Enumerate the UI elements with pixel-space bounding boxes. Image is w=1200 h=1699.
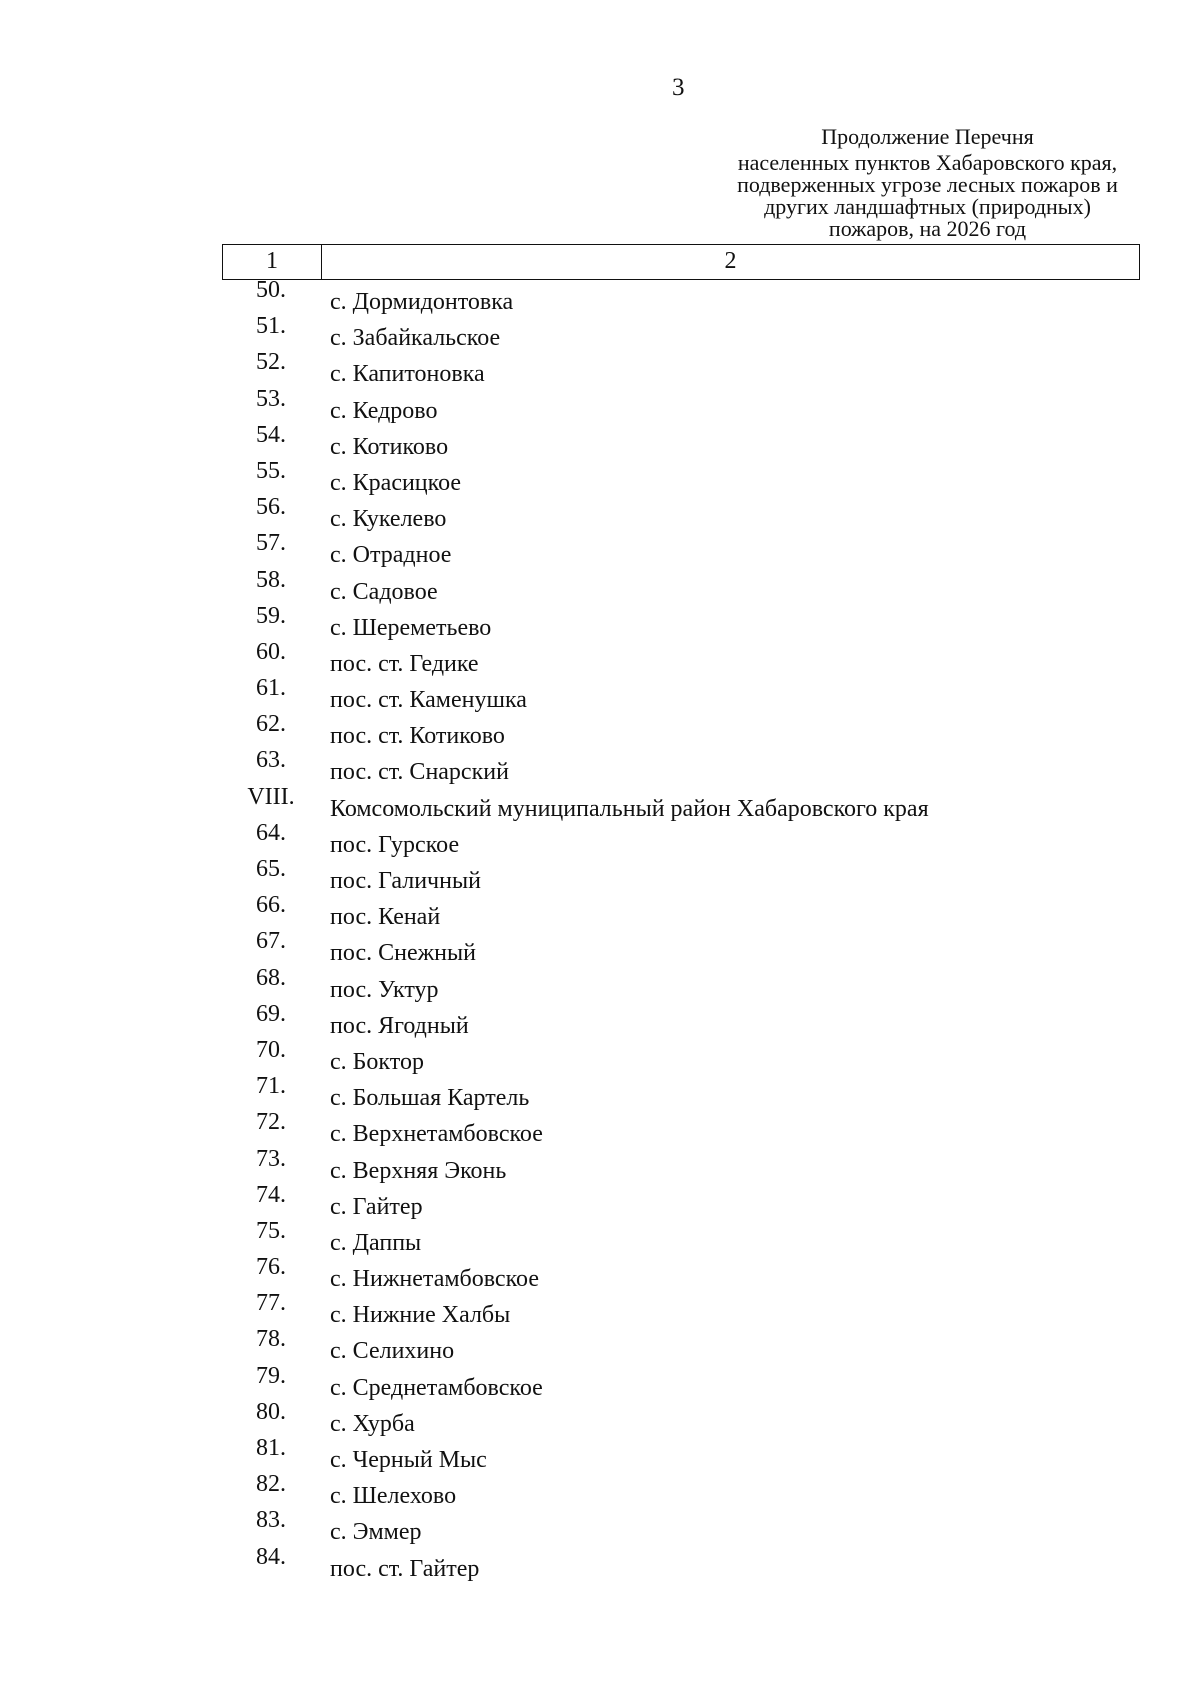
settlement-name: с. Даппы	[330, 1229, 422, 1256]
table-row	[0, 1545, 1200, 1581]
row-number: 80.	[256, 1398, 286, 1425]
section-row	[0, 785, 1200, 821]
row-number: 64.	[256, 819, 286, 846]
table-row	[0, 387, 1200, 423]
row-number: 63.	[256, 747, 286, 774]
table-row	[0, 1436, 1200, 1472]
row-number: 62.	[256, 711, 286, 738]
settlement-name: с. Капитоновка	[330, 361, 485, 388]
row-number: 58.	[256, 566, 286, 593]
caption-line: пожаров, на 2026 год	[828, 216, 1027, 241]
settlement-name: пос. ст. Каменушка	[330, 687, 527, 714]
table-row	[0, 1074, 1200, 1110]
settlement-name: пос. Ягодный	[330, 1012, 469, 1039]
settlement-name: пос. ст. Снарский	[330, 759, 509, 786]
row-number: 75.	[256, 1217, 286, 1244]
settlement-name: с. Кедрово	[330, 397, 438, 424]
settlement-name: с. Верхняя Эконь	[330, 1157, 507, 1184]
table-row	[0, 314, 1200, 350]
table-row	[0, 1219, 1200, 1255]
table-row	[0, 278, 1200, 314]
row-number: 67.	[256, 928, 286, 955]
row-number: 81.	[256, 1435, 286, 1461]
table-row	[0, 495, 1200, 531]
settlement-name: с. Шереметьево	[330, 614, 492, 641]
table-row	[0, 1255, 1200, 1291]
settlement-name: с. Нижние Халбы	[330, 1302, 511, 1329]
table-row	[0, 712, 1200, 748]
table-row	[0, 1291, 1200, 1327]
table-row	[0, 1508, 1200, 1544]
table-row	[0, 1038, 1200, 1074]
table-row	[0, 1364, 1200, 1400]
table-row	[0, 821, 1200, 857]
settlement-name: с. Большая Картель	[330, 1085, 530, 1112]
row-number: 72.	[256, 1109, 286, 1136]
settlement-name: пос. Снежный	[330, 940, 476, 967]
table-row	[0, 1183, 1200, 1219]
table-row	[0, 604, 1200, 640]
settlement-name: с. Кукелево	[330, 506, 447, 533]
settlement-name: с. Дормидонтовка	[330, 289, 514, 315]
row-number: 82.	[256, 1471, 286, 1498]
row-number: 65.	[256, 856, 286, 882]
table-header	[222, 244, 1140, 280]
row-number: 70.	[256, 1036, 286, 1063]
table-row	[0, 929, 1200, 965]
row-number: 73.	[256, 1145, 286, 1172]
row-number: 52.	[256, 349, 286, 376]
table-row	[0, 350, 1200, 386]
row-number: 79.	[256, 1362, 286, 1389]
settlement-name: с. Садовое	[330, 578, 438, 605]
settlement-name: с. Нижнетамбовское	[330, 1266, 539, 1293]
row-number: 74.	[256, 1181, 286, 1208]
caption-line: населенных пунктов Хабаровского края,	[737, 150, 1118, 175]
row-number: 60.	[256, 638, 286, 665]
settlement-name: с. Селихино	[330, 1338, 455, 1365]
table-row	[0, 568, 1200, 604]
settlement-name: с. Шелехово	[330, 1483, 457, 1510]
column-header-name: 2	[724, 248, 737, 274]
table-row	[0, 459, 1200, 495]
settlement-name: пос. ст. Гедике	[330, 650, 479, 677]
settlement-name: пос. Кенай	[330, 904, 441, 931]
row-number: 77.	[256, 1290, 286, 1317]
table-row	[0, 966, 1200, 1002]
settlement-name: с. Отрадное	[330, 542, 452, 569]
settlement-name: с. Среднетамбовское	[330, 1374, 543, 1401]
row-number: 56.	[256, 494, 286, 521]
settlement-name: с. Черный Мыс	[330, 1447, 487, 1473]
table-row	[0, 1002, 1200, 1038]
table-row	[0, 423, 1200, 459]
table-row	[0, 1147, 1200, 1183]
row-number: 76.	[256, 1254, 286, 1281]
row-number: 51.	[256, 313, 286, 340]
row-number: 59.	[256, 602, 286, 629]
settlement-name: пос. ст. Котиково	[330, 723, 505, 750]
settlement-name: с. Забайкальское	[330, 325, 501, 352]
row-number: 71.	[256, 1073, 286, 1100]
table-row	[0, 1327, 1200, 1363]
row-number: 68.	[256, 964, 286, 991]
settlement-name: пос. ст. Гайтер	[330, 1555, 480, 1582]
caption-line: других ландшафтных (природных)	[764, 194, 1091, 219]
district-name: Комсомольский муниципальный район Хабаровского края	[330, 795, 929, 822]
row-number: 66.	[256, 892, 286, 919]
settlement-name: с. Боктор	[330, 1048, 424, 1075]
table-row	[0, 1472, 1200, 1508]
settlement-name: с. Верхнетамбовское	[330, 1121, 543, 1148]
row-number: 54.	[256, 421, 286, 448]
settlement-name: пос. Гурское	[330, 831, 460, 858]
settlement-list	[0, 278, 1200, 1581]
caption-line: подверженных угрозе лесных пожаров и	[737, 172, 1118, 197]
row-number: 84.	[256, 1543, 286, 1570]
settlement-name: пос. Уктур	[330, 976, 439, 1003]
row-number: 69.	[256, 1000, 286, 1027]
table-row	[0, 1400, 1200, 1436]
table-row	[0, 531, 1200, 567]
row-number: 57.	[256, 530, 286, 557]
table-row	[0, 640, 1200, 676]
settlement-name: с. Котиково	[330, 433, 449, 460]
settlement-name: с. Эммер	[330, 1519, 422, 1546]
page-number: 3	[672, 74, 685, 101]
settlement-name: с. Хурба	[330, 1410, 415, 1437]
settlement-name: с. Гайтер	[330, 1193, 423, 1220]
table-row	[0, 893, 1200, 929]
row-number: 83.	[256, 1507, 286, 1534]
settlement-name: с. Красицкое	[330, 469, 462, 496]
table-row	[0, 857, 1200, 893]
table-row	[0, 676, 1200, 712]
settlement-name: пос. Галичный	[330, 868, 481, 894]
row-number: 53.	[256, 385, 286, 412]
table-row	[0, 748, 1200, 784]
row-number: 61.	[256, 675, 286, 702]
table-row	[0, 1110, 1200, 1146]
table-caption	[700, 122, 1155, 240]
column-header-number: 1	[223, 245, 322, 279]
row-number: 50.	[256, 277, 286, 303]
caption-title: Продолжение Перечня	[821, 124, 1034, 149]
row-number: VIII.	[247, 783, 295, 810]
row-number: 55.	[256, 457, 286, 484]
row-number: 78.	[256, 1326, 286, 1353]
